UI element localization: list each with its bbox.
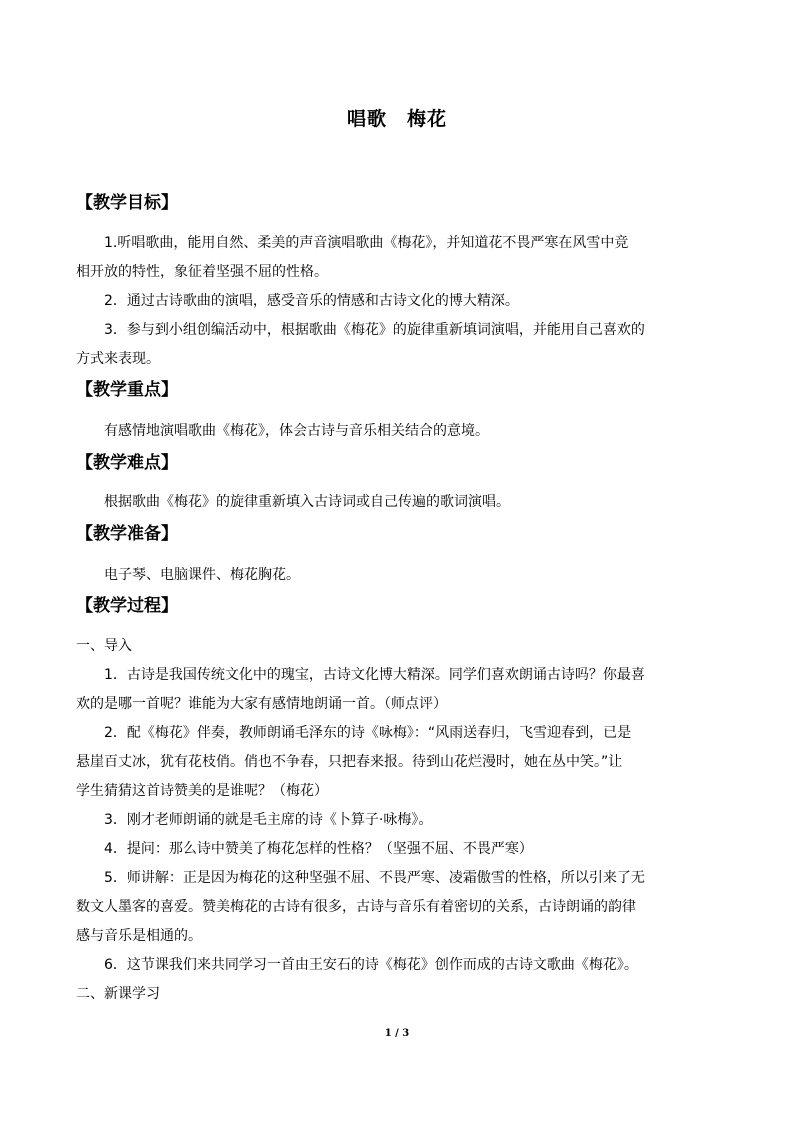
paragraph-line: 根据歌曲《梅花》的旋律重新填入古诗词或自己传遍的歌词演唱。 (104, 494, 510, 510)
paragraph-line: 3．刚才老师朗诵的就是毛主席的诗《卜算子·咏梅》。 (104, 812, 433, 828)
section-heading-preparation: 【教学准备】 (76, 524, 178, 544)
paragraph-line: 相开放的特性，象征着坚强不屈的性格。 (76, 264, 328, 280)
paragraph-line: 6．这节课我们来共同学习一首由王安石的诗《梅花》创作而成的古诗文歌曲《梅花》。 (104, 957, 638, 973)
section-heading-goals: 【教学目标】 (76, 193, 178, 213)
paragraph-line: 感与音乐是相通的。 (76, 928, 202, 944)
paragraph-line: 方式来表现。 (76, 351, 160, 367)
paragraph-line: 电子琴、电脑课件、梅花胸花。 (104, 567, 300, 583)
page-title: 唱歌 梅花 (346, 108, 447, 130)
paragraph-line: 4．提问：那么诗中赞美了梅花怎样的性格？（坚强不屈、不畏严寒） (104, 841, 533, 857)
paragraph-line: 数文人墨客的喜爱。赞美梅花的古诗有很多，古诗与音乐有着密切的关系，古诗朗诵的韵律 (76, 899, 636, 915)
paragraph-line: 2．通过古诗歌曲的演唱，感受音乐的情感和古诗文化的博大精深。 (104, 293, 519, 309)
paragraph-line: 5．师讲解：正是因为梅花的这种坚强不屈、不畏严寒、凌霜傲雪的性格，所以引来了无 (104, 870, 645, 886)
section-heading-difficulties: 【教学难点】 (76, 453, 178, 473)
paragraph-line: 1．古诗是我国传统文化中的瑰宝，古诗文化博大精深。同学们喜欢朗诵古诗吗？你最喜 (104, 667, 645, 683)
section-heading-process: 【教学过程】 (76, 596, 178, 616)
paragraph-line: 有感情地演唱歌曲《梅花》，体会古诗与音乐相关结合的意境。 (104, 423, 489, 439)
paragraph-line: 2．配《梅花》伴奏，教师朗诵毛泽东的诗《咏梅》：“风雨送春归，飞雪迎春到，已是 (104, 725, 632, 741)
paragraph-line: 1.听唱歌曲，能用自然、柔美的声音演唱歌曲《梅花》，并知道花不畏严寒在风雪中竞 (104, 235, 629, 251)
paragraph-line: 悬崖百丈冰，犹有花枝俏。俏也不争春，只把春来报。待到山花烂漫时，她在丛中笑。”让 (76, 754, 623, 770)
paragraph-line: 欢的是哪一首呢？谁能为大家有感情地朗诵一首。（师点评） (76, 696, 447, 712)
paragraph-line: 学生猜猜这首诗赞美的是谁呢？（梅花） (76, 783, 328, 799)
paragraph-line: 3．参与到小组创编活动中，根据歌曲《梅花》的旋律重新填词演唱，并能用自己喜欢的 (104, 322, 645, 338)
subsection-heading: 一、导入 (76, 638, 132, 654)
page-number: 1 / 3 (384, 1028, 410, 1039)
section-heading-key-points: 【教学重点】 (76, 380, 178, 400)
subsection-heading: 二、新课学习 (76, 986, 160, 1002)
